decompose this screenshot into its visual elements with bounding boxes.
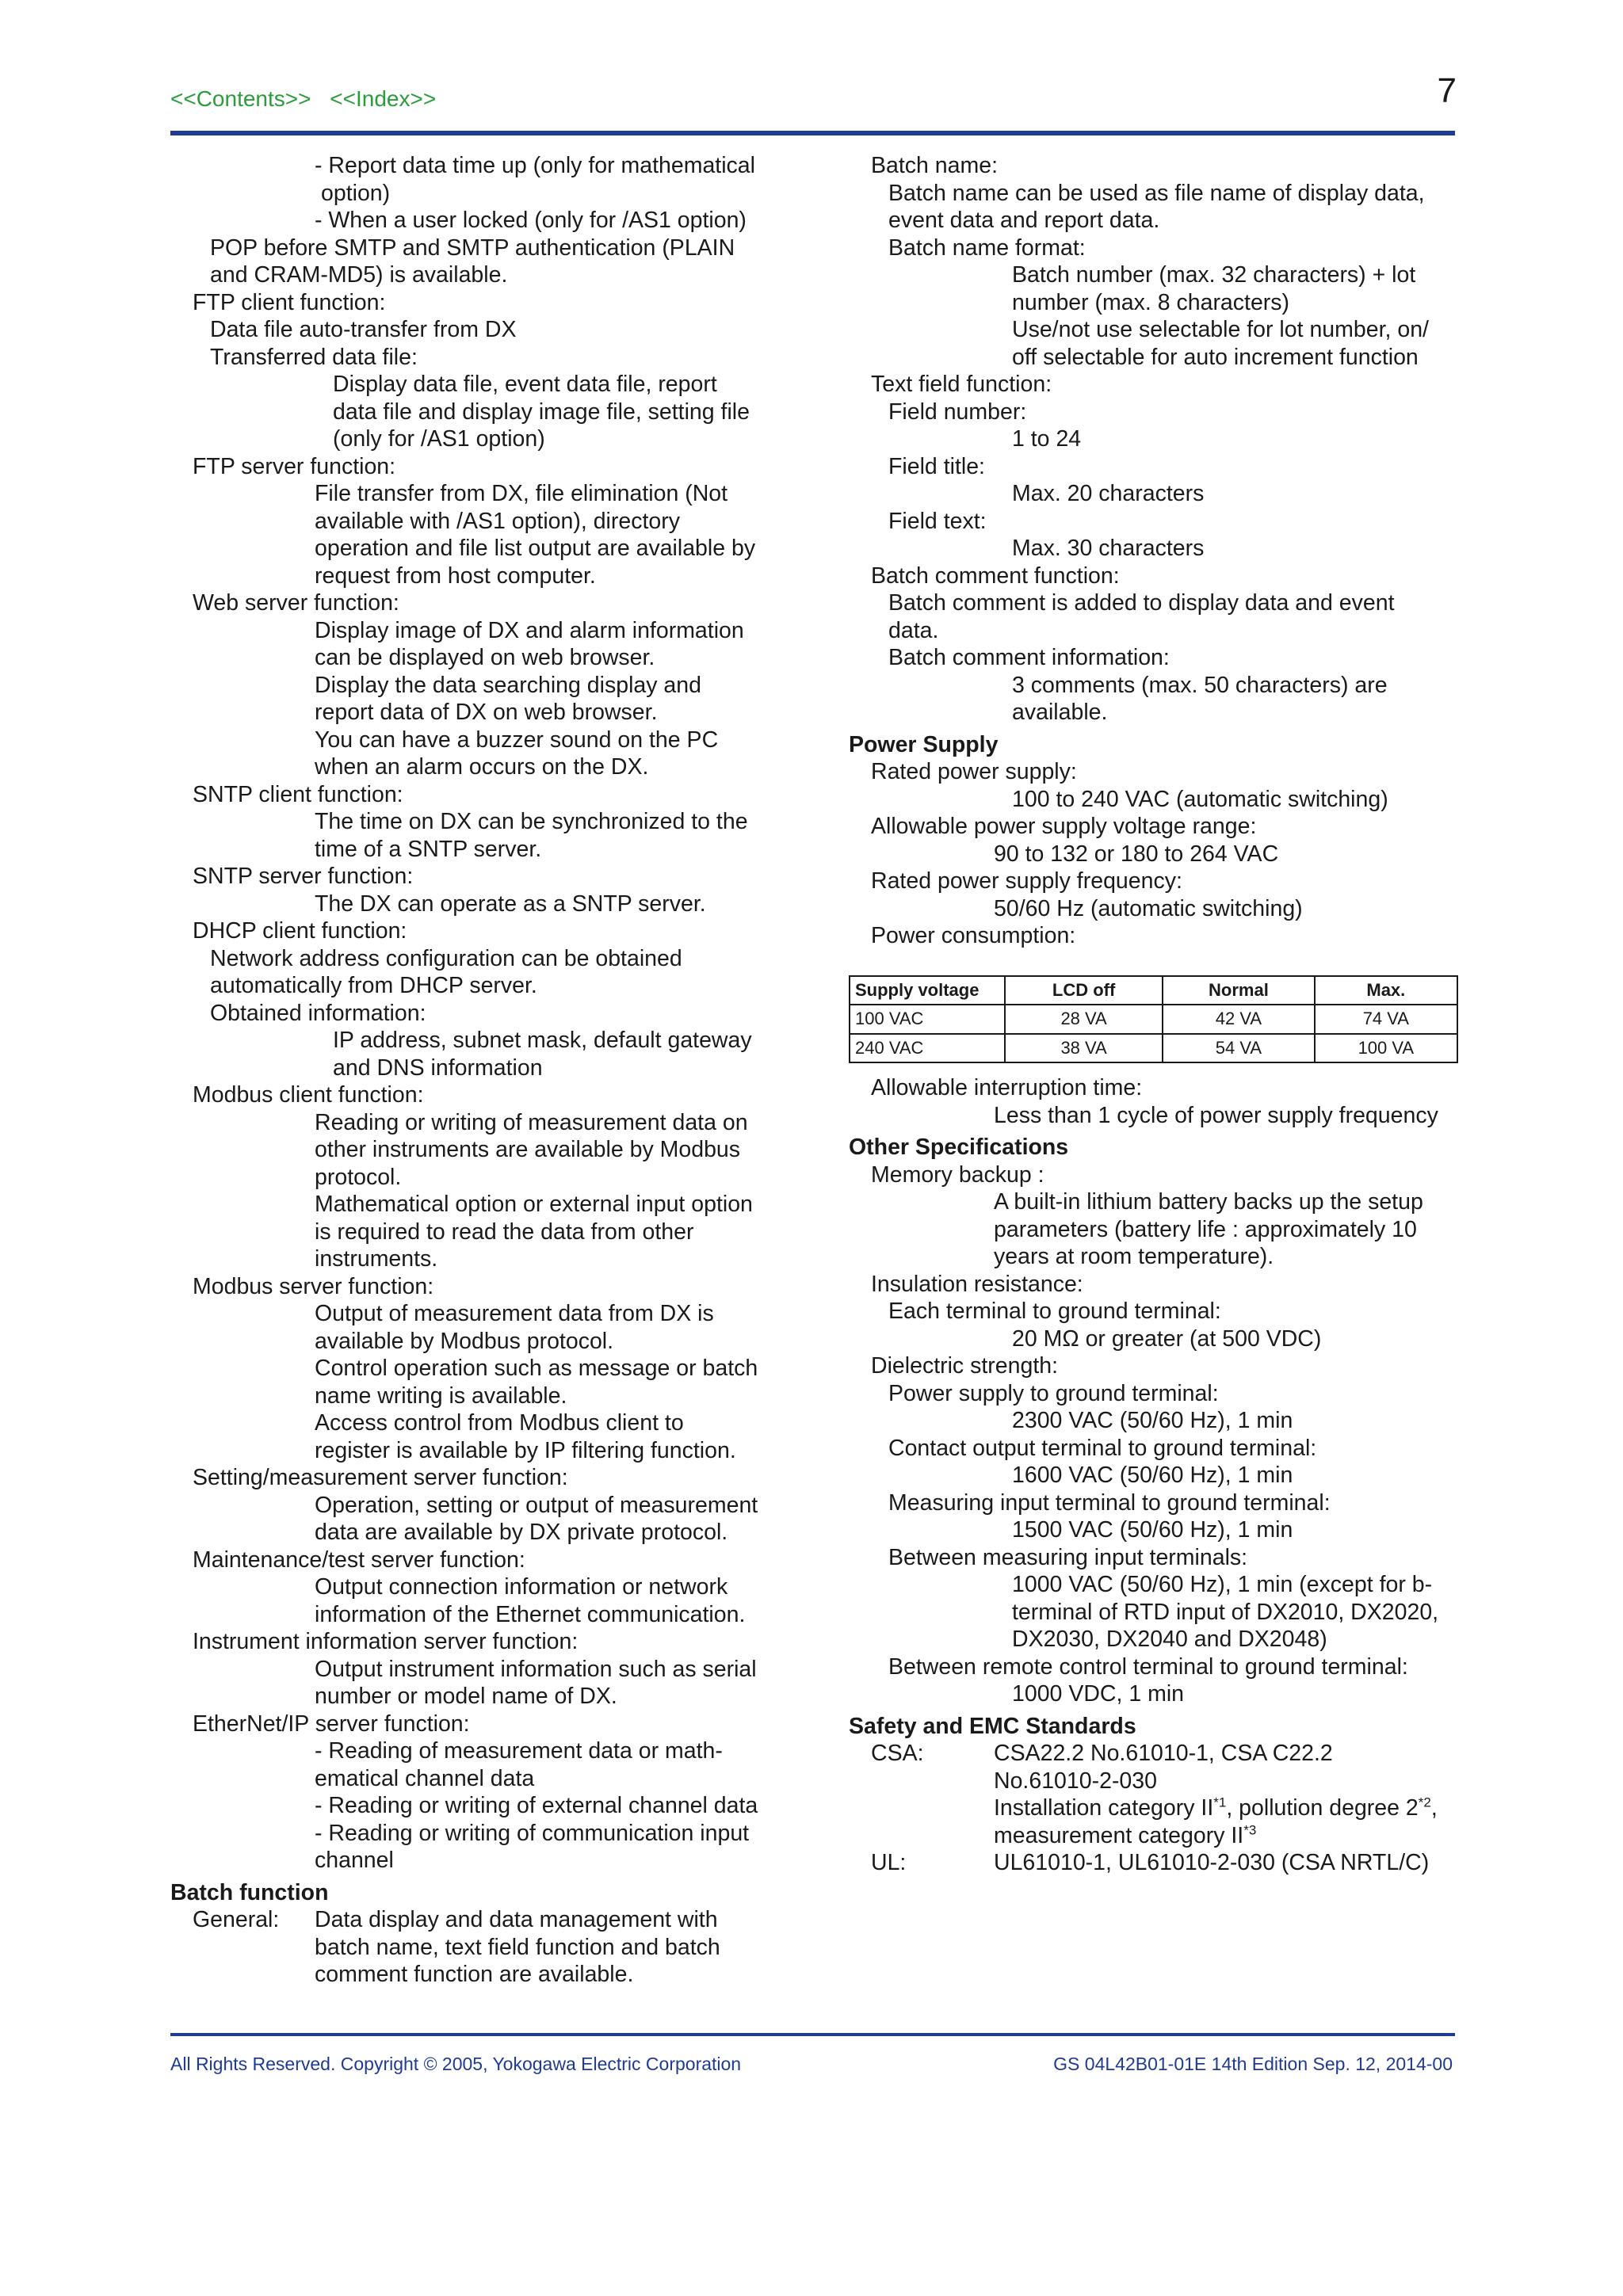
item-heading: Allowable interruption time: bbox=[871, 1075, 1143, 1100]
text-line: No.61010-2-030 bbox=[994, 1768, 1157, 1794]
page-number: 7 bbox=[1437, 71, 1457, 110]
text-line: - Reading or writing of communication input bbox=[315, 1820, 750, 1846]
text-line: register is available by IP filtering function. bbox=[315, 1437, 736, 1463]
text-line: data file and display image file, setting file bbox=[333, 399, 750, 425]
text-line: Between measuring input terminals: bbox=[888, 1544, 1248, 1570]
item-heading: Batch comment function: bbox=[871, 563, 1120, 589]
text-line: File transfer from DX, file elimination (Not bbox=[315, 481, 728, 506]
text-line: years at room temperature). bbox=[994, 1244, 1274, 1269]
text-line: data are available by DX private protocol. bbox=[315, 1520, 728, 1545]
text-line: Output connection information or network bbox=[315, 1574, 728, 1600]
text-line: A built-in lithium battery backs up the setup bbox=[994, 1189, 1423, 1215]
text-line: off selectable for auto increment function bbox=[1012, 344, 1419, 370]
item-heading: FTP server function: bbox=[193, 453, 396, 479]
copyright-notice: All Rights Reserved. Copyright © 2005, Yokogawa Electric Corporation bbox=[170, 2054, 742, 2074]
item-heading: Setting/measurement server function: bbox=[193, 1465, 568, 1490]
section-heading: Batch function bbox=[170, 1879, 329, 1905]
power-consumption-table bbox=[849, 975, 1458, 1064]
text-line bbox=[849, 1822, 1467, 1850]
table-header: Normal bbox=[1163, 976, 1314, 1005]
text-line: - Reading of measurement data or math- bbox=[315, 1738, 723, 1764]
text-line: Batch comment is added to display data and event bbox=[888, 590, 1395, 616]
footnote-mark: *1 bbox=[1213, 1794, 1227, 1810]
text-line: 1600 VAC (50/60 Hz), 1 min bbox=[1012, 1463, 1293, 1488]
text-line: available by Modbus protocol. bbox=[315, 1328, 614, 1354]
spec-key: General: bbox=[193, 1907, 280, 1932]
section-heading: Power Supply bbox=[849, 731, 999, 757]
table-cell: 38 VA bbox=[1005, 1034, 1163, 1063]
item-heading: Web server function: bbox=[193, 590, 399, 616]
text-line: 100 to 240 VAC (automatic switching) bbox=[1012, 786, 1388, 812]
text-line: available. bbox=[1012, 700, 1108, 725]
text-line: POP before SMTP and SMTP authentication (PLAIN bbox=[210, 235, 735, 261]
table-row bbox=[850, 1034, 1457, 1063]
item-heading: Insulation resistance: bbox=[871, 1271, 1083, 1297]
text-line: information of the Ethernet communication. bbox=[315, 1601, 746, 1627]
right-column bbox=[849, 152, 1467, 1877]
spec-row bbox=[849, 1849, 1467, 1877]
text-line: channel bbox=[315, 1848, 394, 1873]
table-header: Supply voltage bbox=[850, 976, 1005, 1005]
text-line: request from host computer. bbox=[315, 563, 596, 589]
header-rule bbox=[170, 131, 1455, 135]
table-cell: 42 VA bbox=[1163, 1005, 1314, 1034]
item-heading: FTP client function: bbox=[193, 289, 386, 315]
text-line: - When a user locked (only for /AS1 option) bbox=[315, 208, 747, 233]
table-cell: 28 VA bbox=[1005, 1005, 1163, 1034]
text-line: Max. 20 characters bbox=[1012, 481, 1205, 506]
text-line: Network address configuration can be obtained bbox=[210, 945, 682, 971]
spec-row bbox=[170, 1906, 796, 1934]
text-line: 3 comments (max. 50 characters) are bbox=[1012, 672, 1388, 698]
item-heading: Allowable power supply voltage range: bbox=[871, 814, 1257, 839]
text-fragment: , bbox=[1430, 1795, 1438, 1821]
text-line: is required to read the data from other bbox=[315, 1219, 694, 1245]
text-line: option) bbox=[321, 180, 391, 206]
text-line: The time on DX can be synchronized to the bbox=[315, 809, 748, 834]
table-header-row bbox=[850, 976, 1457, 1005]
text-line: terminal of RTD input of DX2010, DX2020, bbox=[1012, 1599, 1439, 1625]
item-heading: Dielectric strength: bbox=[871, 1353, 1059, 1379]
text-fragment: Installation category II bbox=[994, 1795, 1214, 1821]
text-fragment: , pollution degree 2 bbox=[1226, 1795, 1419, 1821]
text-line: - Reading or writing of external channel data bbox=[315, 1793, 758, 1818]
text-line: 1500 VAC (50/60 Hz), 1 min bbox=[1012, 1517, 1293, 1543]
text-line: automatically from DHCP server. bbox=[210, 973, 537, 998]
text-line: UL61010-1, UL61010-2-030 (CSA NRTL/C) bbox=[994, 1850, 1430, 1875]
text-line: and CRAM-MD5) is available. bbox=[210, 262, 508, 288]
text-line: Field text: bbox=[888, 508, 987, 534]
text-line: Output instrument information such as serial bbox=[315, 1656, 757, 1682]
section-heading: Safety and EMC Standards bbox=[849, 1713, 1136, 1739]
text-line: comment function are available. bbox=[315, 1962, 634, 1987]
item-heading: Modbus server function: bbox=[193, 1273, 434, 1299]
text-line: Max. 30 characters bbox=[1012, 536, 1205, 561]
text-line: CSA22.2 No.61010-1, CSA C22.2 bbox=[994, 1741, 1333, 1766]
table-header: Max. bbox=[1315, 976, 1457, 1005]
text-line: Field title: bbox=[888, 453, 985, 479]
item-heading: Rated power supply: bbox=[871, 759, 1077, 784]
text-line: operation and file list output are available by bbox=[315, 536, 756, 561]
table-cell: 74 VA bbox=[1315, 1005, 1457, 1034]
contents-link[interactable]: <<Contents>> bbox=[170, 86, 311, 111]
header-links bbox=[170, 86, 449, 112]
text-line: 50/60 Hz (automatic switching) bbox=[994, 895, 1303, 921]
text-line: Mathematical option or external input option bbox=[315, 1192, 753, 1217]
table-cell: 240 VAC bbox=[850, 1034, 1005, 1063]
text-line: Batch name format: bbox=[888, 235, 1086, 261]
text-line: number (max. 8 characters) bbox=[1012, 289, 1290, 315]
text-line: DX2030, DX2040 and DX2048) bbox=[1012, 1627, 1327, 1652]
text-line: can be displayed on web browser. bbox=[315, 645, 655, 670]
item-heading: Instrument information server function: bbox=[193, 1629, 579, 1654]
table-row bbox=[850, 1005, 1457, 1034]
item-heading: EtherNet/IP server function: bbox=[193, 1711, 470, 1737]
spec-key: CSA: bbox=[871, 1741, 924, 1766]
text-line: Between remote control terminal to ground terminal: bbox=[888, 1653, 1408, 1680]
text-line: Display the data searching display and bbox=[315, 672, 701, 698]
text-line: Field number: bbox=[888, 399, 1027, 425]
text-line: Control operation such as message or batch bbox=[315, 1356, 758, 1381]
footnote-mark: *3 bbox=[1243, 1822, 1257, 1837]
text-line: Reading or writing of measurement data on bbox=[315, 1109, 748, 1135]
item-heading: Modbus client function: bbox=[193, 1082, 424, 1108]
text-line: parameters (battery life : approximately 10 bbox=[994, 1216, 1417, 1242]
text-line: Obtained information: bbox=[210, 1000, 426, 1026]
table-cell: 54 VA bbox=[1163, 1034, 1314, 1063]
document-id: GS 04L42B01-01E 14th Edition Sep. 12, 2014-00 bbox=[1053, 2054, 1453, 2074]
text-line: IP address, subnet mask, default gateway bbox=[333, 1028, 752, 1053]
text-line: Operation, setting or output of measurement bbox=[315, 1492, 758, 1518]
text-line: 1 to 24 bbox=[1012, 426, 1082, 452]
text-line: Measuring input terminal to ground terminal: bbox=[888, 1489, 1331, 1516]
section-heading: Other Specifications bbox=[849, 1135, 1069, 1160]
text-line: time of a SNTP server. bbox=[315, 836, 542, 862]
item-heading: Rated power supply frequency: bbox=[871, 868, 1182, 894]
item-heading: Text field function: bbox=[871, 372, 1052, 397]
text-line: 20 MΩ or greater (at 500 VDC) bbox=[1012, 1325, 1322, 1352]
text-line: ematical channel data bbox=[315, 1765, 535, 1791]
table-cell: 100 VA bbox=[1315, 1034, 1457, 1063]
text-line: Display image of DX and alarm information bbox=[315, 617, 744, 643]
item-heading: Maintenance/test server function: bbox=[193, 1547, 525, 1573]
text-line: 90 to 132 or 180 to 264 VAC bbox=[994, 841, 1279, 867]
text-line: report data of DX on web browser. bbox=[315, 700, 658, 725]
text-line: Data file auto-transfer from DX bbox=[210, 317, 517, 342]
footnote-mark: *2 bbox=[1418, 1794, 1431, 1810]
spec-key: UL: bbox=[871, 1850, 907, 1875]
item-heading: SNTP client function: bbox=[193, 781, 403, 807]
text-line: Data display and data management with bbox=[315, 1907, 718, 1932]
text-line: event data and report data. bbox=[888, 208, 1160, 233]
text-line: data. bbox=[888, 617, 939, 643]
text-line: Batch comment information: bbox=[888, 645, 1170, 670]
text-line: Batch name can be used as file name of display data, bbox=[888, 180, 1425, 206]
text-line: when an alarm occurs on the DX. bbox=[315, 754, 649, 780]
text-line: number or model name of DX. bbox=[315, 1684, 617, 1709]
text-line: Each terminal to ground terminal: bbox=[888, 1299, 1221, 1324]
spec-row bbox=[849, 1740, 1467, 1768]
text-line: The DX can operate as a SNTP server. bbox=[315, 891, 706, 917]
table-cell: 100 VAC bbox=[850, 1005, 1005, 1034]
text-line: - Report data time up (only for mathematical bbox=[315, 153, 755, 178]
text-line: Batch number (max. 32 characters) + lot bbox=[1012, 262, 1416, 288]
text-line: available with /AS1 option), directory bbox=[315, 508, 680, 534]
text-line: batch name, text field function and batch bbox=[315, 1934, 720, 1960]
item-heading: Memory backup : bbox=[871, 1161, 1044, 1188]
item-heading: Batch name: bbox=[871, 153, 999, 178]
item-heading: Power consumption: bbox=[871, 923, 1076, 948]
text-line: You can have a buzzer sound on the PC bbox=[315, 727, 719, 753]
text-line: and DNS information bbox=[333, 1055, 543, 1081]
text-line: 1000 VAC (50/60 Hz), 1 min (except for b- bbox=[1012, 1572, 1433, 1597]
text-line bbox=[849, 1794, 1467, 1822]
left-column bbox=[170, 152, 796, 1989]
text-line: Display data file, event data file, report bbox=[333, 372, 717, 397]
text-line: Power supply to ground terminal: bbox=[888, 1380, 1219, 1406]
text-line: Output of measurement data from DX is bbox=[315, 1301, 714, 1326]
text-line: protocol. bbox=[315, 1164, 402, 1190]
text-line: Access control from Modbus client to bbox=[315, 1410, 684, 1436]
text-line: Contact output terminal to ground terminal: bbox=[888, 1435, 1317, 1461]
text-fragment: measurement category II bbox=[994, 1822, 1244, 1848]
item-heading: SNTP server function: bbox=[193, 864, 414, 889]
text-line: other instruments are available by Modbus bbox=[315, 1137, 741, 1162]
index-link[interactable]: <<Index>> bbox=[330, 86, 437, 111]
text-line: instruments. bbox=[315, 1246, 438, 1272]
table-header: LCD off bbox=[1005, 976, 1163, 1005]
text-line: 1000 VDC, 1 min bbox=[1012, 1681, 1185, 1707]
text-line: 2300 VAC (50/60 Hz), 1 min bbox=[1012, 1408, 1293, 1433]
text-line: name writing is available. bbox=[315, 1383, 567, 1409]
text-line: (only for /AS1 option) bbox=[333, 426, 545, 452]
footer-rule bbox=[170, 2033, 1455, 2036]
text-line: Transferred data file: bbox=[210, 344, 418, 370]
item-heading: DHCP client function: bbox=[193, 918, 407, 944]
text-line: Use/not use selectable for lot number, on/ bbox=[1012, 317, 1429, 342]
text-line: Less than 1 cycle of power supply frequency bbox=[994, 1102, 1438, 1128]
